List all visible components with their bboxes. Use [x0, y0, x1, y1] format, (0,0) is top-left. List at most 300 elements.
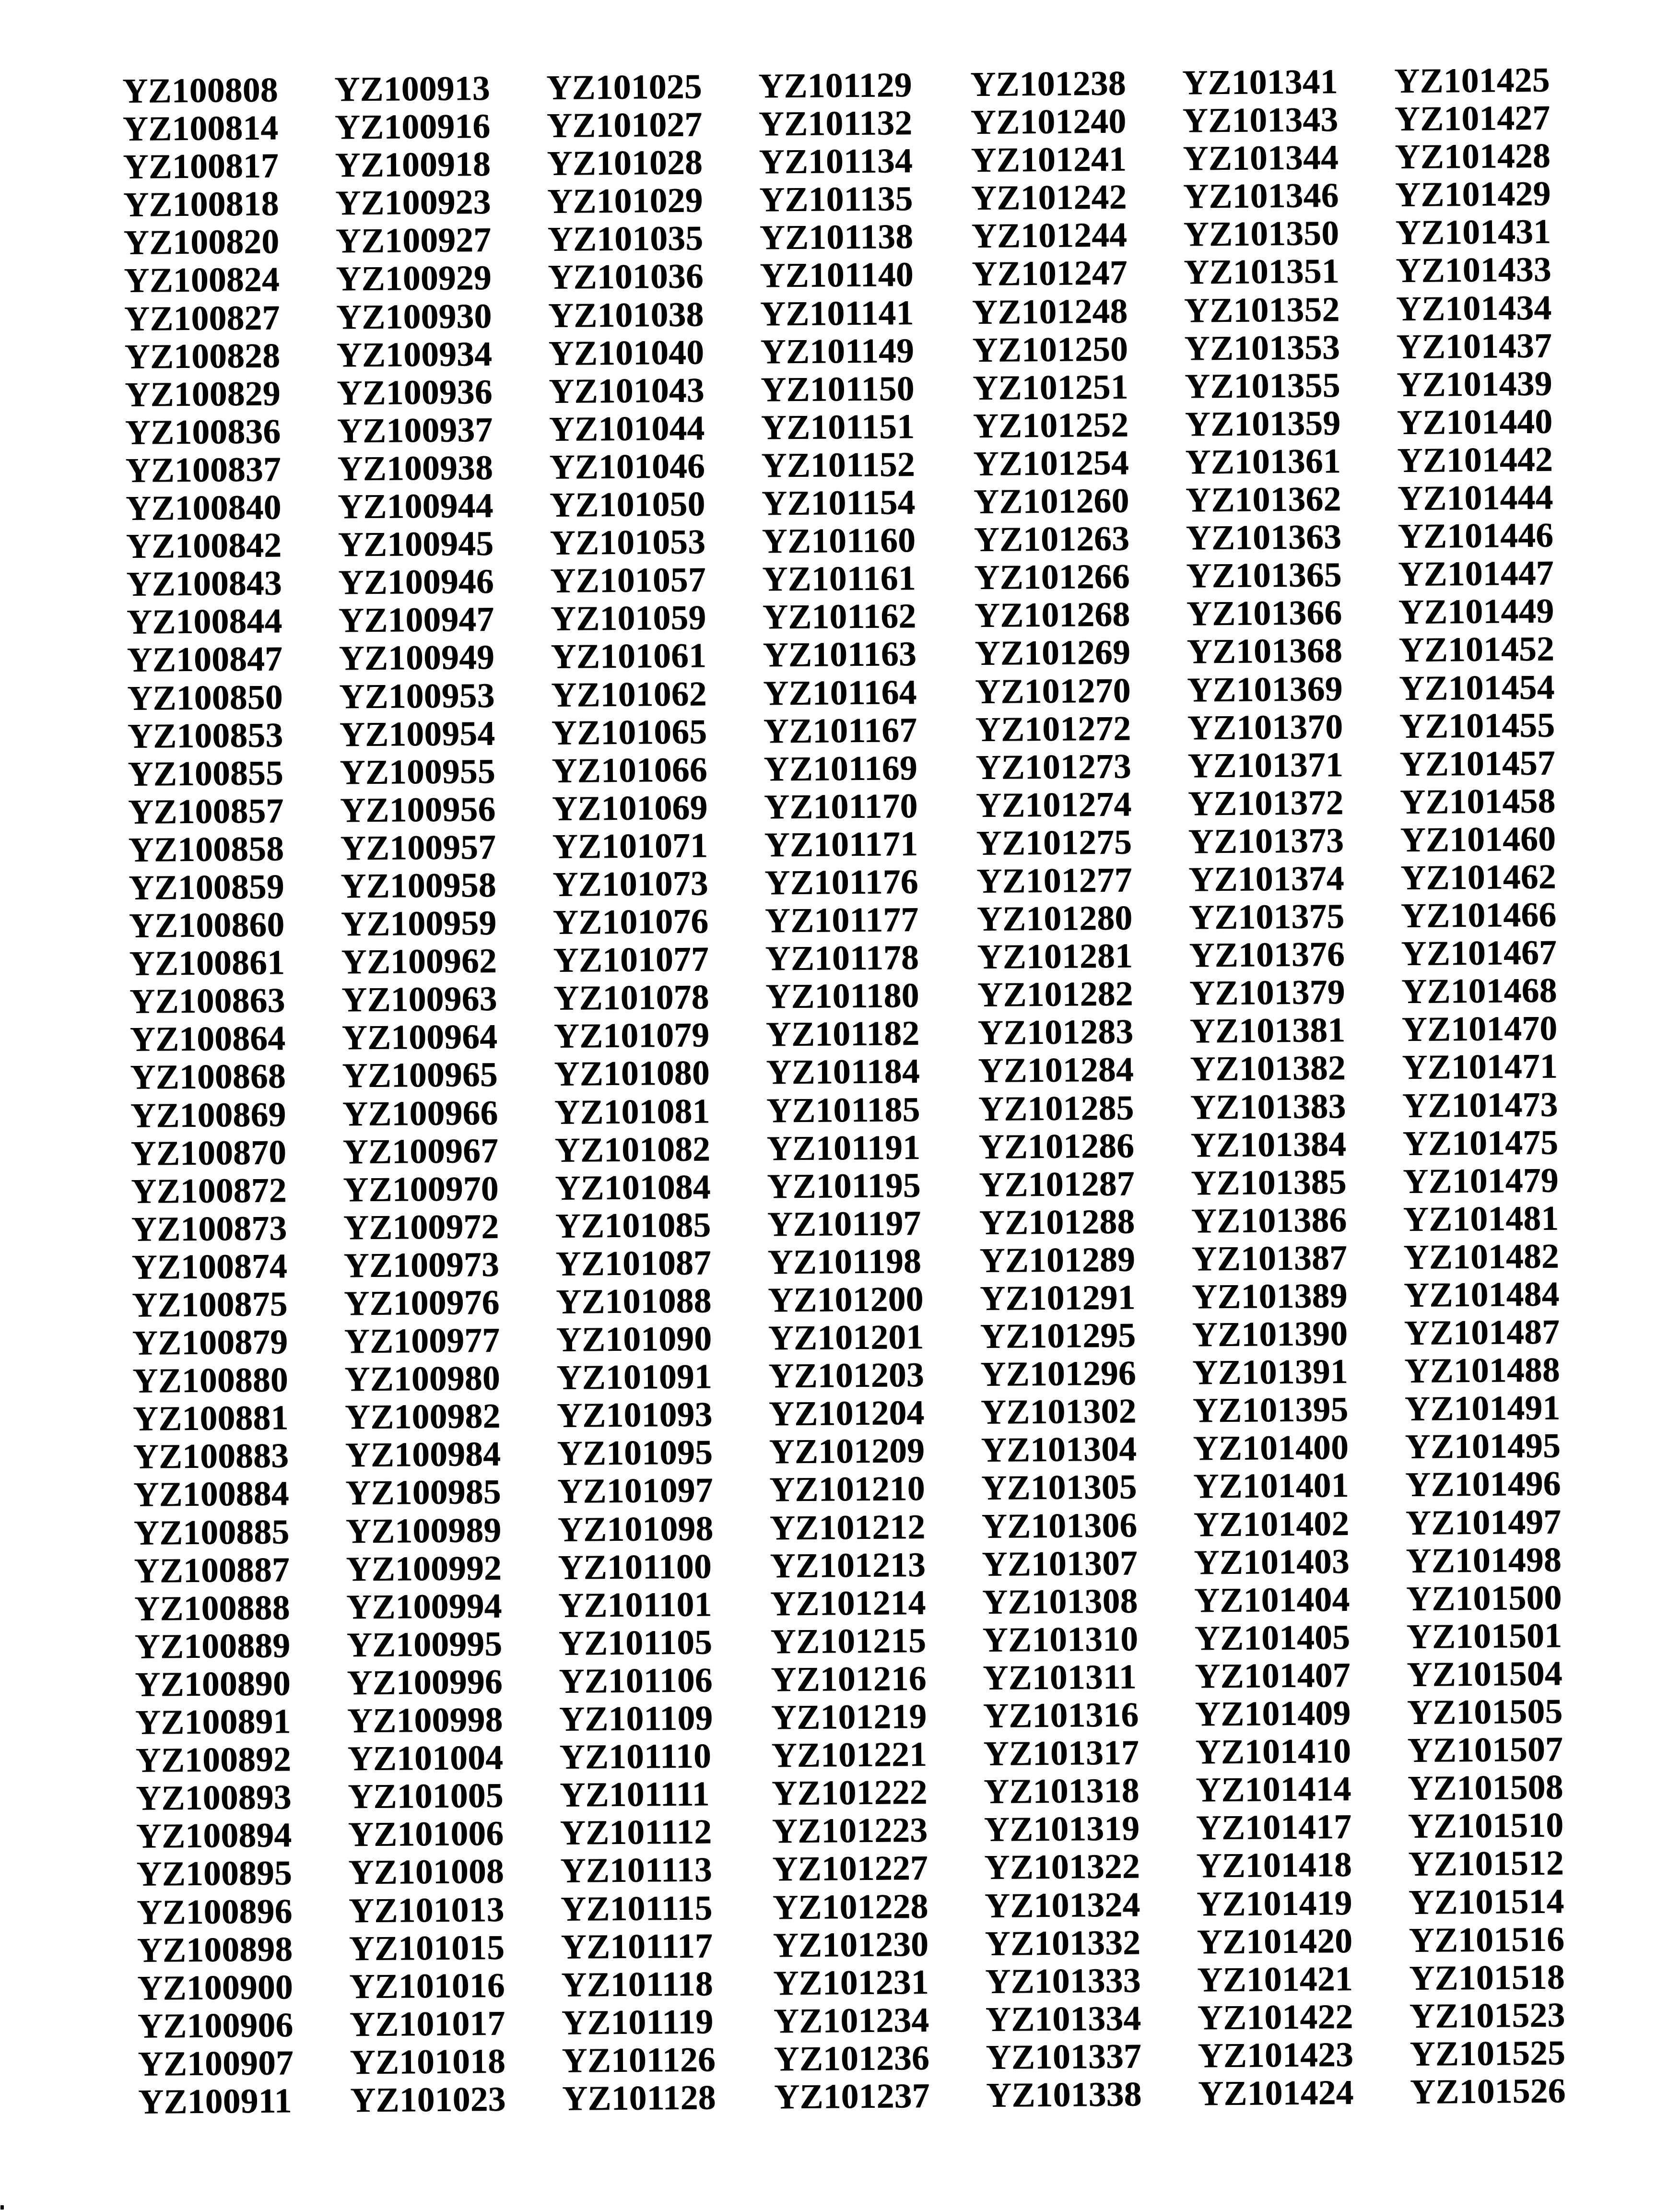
serial-number: YZ101150	[760, 368, 915, 409]
serial-number: YZ101295	[980, 1315, 1136, 1356]
serial-number: YZ101462	[1400, 857, 1557, 898]
serial-number: YZ101240	[970, 101, 1127, 142]
serial-number: YZ100984	[345, 1434, 501, 1475]
serial-number: YZ101508	[1407, 1767, 1563, 1808]
serial-number: YZ100888	[134, 1588, 290, 1628]
serial-number: YZ101084	[554, 1167, 711, 1207]
serial-number: YZ100864	[129, 1018, 286, 1059]
serial-number: YZ101013	[348, 1890, 505, 1930]
serial-number: YZ101087	[555, 1243, 712, 1283]
serial-number: YZ101284	[978, 1050, 1134, 1090]
serial-number: YZ101228	[772, 1886, 928, 1926]
serial-number: YZ101505	[1407, 1691, 1563, 1732]
serial-number: YZ101270	[975, 671, 1131, 711]
serial-number: YZ101420	[1197, 1921, 1353, 1962]
serial-number: YZ101209	[769, 1431, 925, 1471]
serial-number-grid	[122, 60, 1622, 2121]
serial-number: YZ101140	[760, 255, 914, 295]
serial-number: YZ100827	[124, 297, 280, 338]
serial-number: YZ101424	[1198, 2072, 1354, 2113]
serial-number: YZ101082	[554, 1129, 711, 1170]
serial-number: YZ101025	[546, 67, 703, 107]
serial-number: YZ100959	[341, 903, 497, 944]
serial-number: YZ101387	[1191, 1238, 1348, 1278]
serial-number: YZ101093	[556, 1395, 713, 1435]
serial-number: YZ100998	[347, 1700, 503, 1740]
serial-number: YZ101455	[1399, 705, 1555, 745]
serial-number: YZ101266	[974, 556, 1130, 597]
serial-number: YZ101006	[348, 1814, 504, 1854]
serial-number: YZ101382	[1190, 1048, 1346, 1089]
serial-number: YZ100855	[128, 753, 284, 793]
serial-number: YZ101274	[975, 784, 1132, 825]
serial-number: YZ101371	[1187, 745, 1344, 785]
serial-number: YZ101242	[971, 177, 1127, 218]
serial-number: YZ100927	[335, 220, 492, 260]
serial-number: YZ101101	[558, 1584, 712, 1625]
serial-number: YZ100869	[130, 1094, 286, 1135]
serial-number: YZ101510	[1408, 1805, 1564, 1846]
serial-number: YZ101134	[759, 141, 913, 181]
serial-number: YZ101468	[1401, 970, 1557, 1011]
serial-number: YZ100829	[124, 374, 281, 414]
serial-number: YZ101409	[1195, 1693, 1351, 1734]
serial-number: YZ101379	[1189, 972, 1345, 1013]
serial-number: YZ101135	[759, 179, 913, 219]
serial-number: YZ101414	[1195, 1769, 1351, 1809]
serial-number: YZ101008	[348, 1852, 505, 1892]
serial-number: YZ101197	[767, 1203, 921, 1244]
serial-number: YZ100946	[338, 562, 494, 602]
serial-number: YZ101061	[551, 636, 707, 676]
serial-number: YZ101373	[1188, 820, 1344, 861]
serial-number: YZ101375	[1188, 897, 1345, 937]
serial-number: YZ101023	[350, 2079, 506, 2120]
serial-number: YZ101346	[1183, 176, 1339, 216]
serial-number: YZ101310	[982, 1619, 1139, 1659]
serial-number: YZ101112	[560, 1812, 712, 1853]
serial-number: YZ100965	[342, 1055, 498, 1095]
serial-number: YZ101466	[1400, 895, 1557, 935]
serial-number: YZ101017	[349, 2003, 505, 2044]
serial-number: YZ101365	[1186, 555, 1342, 595]
serial-number: YZ101081	[554, 1091, 710, 1132]
serial-number: YZ101176	[764, 862, 919, 902]
serial-number: YZ101318	[983, 1771, 1140, 1811]
serial-number: YZ101495	[1405, 1426, 1561, 1466]
serial-number: YZ101280	[976, 898, 1133, 939]
serial-number: YZ101440	[1397, 402, 1553, 442]
serial-number: YZ101471	[1402, 1046, 1558, 1087]
serial-number: YZ101277	[976, 860, 1133, 901]
serial-number: YZ101361	[1185, 441, 1341, 482]
serial-number: YZ101317	[983, 1733, 1140, 1773]
serial-number: YZ101501	[1406, 1616, 1563, 1656]
serial-number: YZ100859	[129, 867, 285, 907]
serial-number: YZ100883	[133, 1436, 289, 1477]
serial-number: YZ100982	[344, 1396, 501, 1437]
serial-number: YZ101316	[983, 1695, 1139, 1736]
serial-number: YZ101106	[559, 1660, 713, 1701]
serial-number: YZ101470	[1401, 1008, 1558, 1049]
serial-number: YZ101384	[1190, 1124, 1347, 1165]
serial-number: YZ100972	[343, 1206, 499, 1247]
serial-number: YZ101161	[762, 558, 916, 599]
serial-number: YZ100879	[132, 1322, 288, 1363]
serial-number: YZ101288	[979, 1202, 1135, 1242]
serial-number: YZ100962	[341, 941, 497, 981]
serial-number: YZ101442	[1397, 439, 1553, 480]
serial-number: YZ100891	[135, 1702, 291, 1742]
serial-number: YZ100966	[342, 1093, 498, 1133]
serial-number: YZ100957	[340, 827, 496, 868]
serial-number: YZ101287	[978, 1164, 1135, 1204]
serial-number: YZ101324	[984, 1884, 1140, 1925]
serial-number: YZ101467	[1401, 933, 1557, 973]
serial-number: YZ100873	[131, 1208, 287, 1249]
serial-number: YZ101234	[773, 2000, 929, 2041]
serial-number: YZ101128	[562, 2078, 716, 2118]
serial-number: YZ101071	[552, 826, 708, 866]
serial-number: YZ101076	[552, 901, 709, 942]
serial-number: YZ101291	[979, 1277, 1136, 1318]
serial-number: YZ100911	[138, 2081, 292, 2121]
serial-number: YZ101109	[559, 1698, 713, 1738]
serial-number: YZ101015	[349, 1927, 505, 1968]
serial-number: YZ101338	[986, 2074, 1142, 2115]
serial-number: YZ100837	[125, 449, 282, 490]
serial-number: YZ101119	[561, 2002, 714, 2042]
serial-number: YZ101236	[774, 2038, 930, 2079]
serial-number: YZ100887	[134, 1550, 290, 1590]
serial-number: YZ100963	[341, 979, 497, 1019]
serial-number: YZ101404	[1194, 1579, 1350, 1620]
serial-number: YZ101269	[975, 632, 1131, 673]
serial-number: YZ101066	[552, 750, 708, 790]
serial-number: YZ100980	[344, 1359, 501, 1399]
serial-number: YZ101105	[558, 1622, 713, 1663]
serial-number: YZ101319	[984, 1808, 1140, 1849]
serial-number: YZ100938	[337, 448, 493, 488]
serial-number: YZ101491	[1404, 1388, 1561, 1429]
serial-number: YZ101308	[982, 1581, 1138, 1621]
serial-number: YZ101170	[764, 786, 918, 827]
serial-number: YZ101091	[556, 1357, 713, 1397]
serial-number: YZ101149	[760, 331, 915, 371]
serial-number: YZ101449	[1398, 591, 1554, 632]
serial-number: YZ101098	[557, 1508, 714, 1549]
serial-number: YZ101154	[761, 483, 916, 523]
serial-number: YZ101473	[1402, 1085, 1558, 1125]
serial-number: YZ100906	[137, 2005, 294, 2045]
serial-number: YZ101421	[1197, 1959, 1353, 1999]
serial-number: YZ101171	[764, 824, 918, 864]
serial-number: YZ101353	[1184, 327, 1340, 368]
serial-number: YZ101282	[977, 974, 1133, 1015]
serial-number: YZ101200	[767, 1279, 924, 1320]
serial-number: YZ101038	[548, 295, 704, 335]
serial-number: YZ101514	[1408, 1881, 1564, 1922]
serial-number: YZ101359	[1185, 403, 1341, 444]
serial-number: YZ100857	[128, 791, 284, 831]
serial-number: YZ101389	[1191, 1276, 1348, 1316]
serial-number: YZ100892	[135, 1739, 292, 1780]
serial-number: YZ101169	[764, 748, 918, 789]
serial-number: YZ101167	[763, 710, 917, 751]
serial-number: YZ100850	[127, 677, 283, 718]
serial-number: YZ100858	[128, 829, 284, 869]
serial-number: YZ101482	[1403, 1236, 1560, 1276]
serial-number: YZ101252	[973, 405, 1129, 445]
serial-number: YZ100996	[347, 1662, 503, 1702]
serial-number: YZ101004	[347, 1737, 504, 1778]
serial-number: YZ100900	[137, 1967, 294, 2008]
serial-number: YZ101444	[1397, 477, 1553, 518]
serial-number: YZ101410	[1195, 1731, 1351, 1772]
serial-number: YZ101281	[977, 936, 1133, 977]
serial-number: YZ101223	[772, 1810, 928, 1851]
serial-number: YZ101374	[1188, 859, 1345, 899]
serial-number: YZ101484	[1403, 1274, 1560, 1315]
serial-number: YZ101203	[768, 1355, 925, 1395]
serial-number: YZ100970	[342, 1169, 499, 1209]
serial-number: YZ101035	[547, 218, 704, 259]
serial-number: YZ101305	[981, 1467, 1137, 1508]
serial-number: YZ101044	[549, 408, 705, 449]
serial-number: YZ100929	[336, 258, 492, 298]
serial-number: YZ101526	[1410, 2071, 1566, 2112]
serial-number: YZ101057	[550, 560, 706, 601]
serial-number: YZ100947	[338, 600, 494, 640]
serial-number: YZ100934	[336, 334, 493, 375]
serial-number: YZ101227	[772, 1848, 928, 1889]
serial-number: YZ101385	[1190, 1162, 1347, 1203]
serial-number: YZ100890	[135, 1664, 291, 1704]
serial-number: YZ101355	[1184, 365, 1340, 406]
serial-number: YZ101132	[758, 103, 913, 143]
serial-number: YZ101078	[553, 977, 709, 1018]
serial-number: YZ101118	[561, 1964, 714, 2004]
serial-number: YZ100880	[132, 1360, 289, 1401]
serial-number: YZ101097	[557, 1470, 713, 1511]
serial-number: YZ101518	[1409, 1957, 1565, 1997]
serial-number: YZ101110	[559, 1736, 712, 1777]
serial-number: YZ101332	[985, 1923, 1141, 1963]
serial-number: YZ101043	[548, 370, 705, 411]
serial-number: YZ101368	[1187, 631, 1343, 672]
serial-number: YZ101289	[979, 1240, 1136, 1280]
serial-number: YZ101452	[1398, 629, 1555, 670]
serial-number: YZ101079	[553, 1015, 710, 1056]
serial-number: YZ101275	[976, 822, 1132, 863]
serial-number: YZ100875	[131, 1284, 288, 1324]
serial-number: YZ101018	[350, 2041, 506, 2082]
serial-number: YZ101115	[560, 1888, 713, 1928]
serial-number: YZ101350	[1183, 213, 1339, 254]
serial-number: YZ101351	[1184, 251, 1340, 292]
serial-number: YZ101028	[547, 142, 703, 183]
serial-number: YZ101431	[1395, 212, 1551, 252]
serial-number: YZ100955	[340, 751, 496, 792]
serial-number: YZ101504	[1407, 1654, 1563, 1694]
serial-number: YZ101113	[560, 1850, 713, 1891]
serial-number: YZ101141	[760, 293, 914, 333]
serial-number: YZ101178	[765, 938, 919, 978]
serial-number: YZ101422	[1197, 1997, 1353, 2037]
serial-number: YZ101306	[981, 1505, 1138, 1546]
serial-number: YZ100884	[133, 1474, 290, 1514]
serial-number: YZ100885	[133, 1512, 290, 1552]
serial-number: YZ101322	[984, 1846, 1140, 1887]
serial-number: YZ101369	[1187, 669, 1343, 709]
serial-number: YZ101214	[770, 1583, 926, 1623]
serial-number: YZ101488	[1404, 1350, 1561, 1391]
serial-number: YZ101417	[1196, 1807, 1352, 1847]
serial-number: YZ101237	[774, 2076, 930, 2116]
serial-number: YZ101195	[766, 1165, 921, 1206]
serial-number: YZ101272	[975, 709, 1131, 749]
serial-number: YZ100967	[342, 1131, 499, 1171]
serial-number: YZ100930	[336, 296, 492, 337]
serial-number: YZ101201	[768, 1317, 924, 1358]
serial-number: YZ101372	[1187, 782, 1344, 823]
serial-number: YZ101460	[1400, 819, 1556, 859]
serial-number: YZ101111	[559, 1774, 710, 1815]
serial-number: YZ101191	[766, 1127, 921, 1168]
serial-number: YZ101138	[759, 217, 914, 257]
serial-number: YZ101401	[1193, 1465, 1349, 1506]
serial-number: YZ101366	[1186, 593, 1342, 633]
serial-number: YZ101516	[1409, 1919, 1565, 1960]
serial-number: YZ101523	[1409, 1995, 1565, 2035]
serial-number: YZ101162	[762, 596, 916, 637]
serial-number: YZ101500	[1406, 1578, 1562, 1618]
serial-number: YZ101296	[980, 1353, 1137, 1394]
serial-number: YZ101362	[1185, 479, 1341, 520]
serial-number: YZ100896	[136, 1891, 293, 1932]
serial-number: YZ100977	[344, 1320, 500, 1361]
serial-number: YZ101062	[551, 674, 707, 714]
serial-number: YZ100918	[335, 144, 491, 185]
serial-number: YZ101182	[765, 1014, 920, 1054]
serial-number: YZ100868	[130, 1056, 286, 1097]
serial-number: YZ100889	[134, 1626, 291, 1666]
serial-number: YZ100828	[124, 336, 281, 376]
serial-number: YZ100995	[346, 1624, 503, 1665]
serial-number: YZ101428	[1395, 136, 1551, 177]
serial-number: YZ101307	[982, 1543, 1138, 1584]
serial-number: YZ101198	[767, 1241, 922, 1282]
serial-number: YZ101268	[974, 594, 1130, 635]
serial-number: YZ101304	[981, 1429, 1137, 1470]
serial-number: YZ100808	[122, 70, 279, 110]
serial-number: YZ101250	[972, 329, 1128, 369]
serial-number: YZ101273	[975, 746, 1132, 787]
serial-number: YZ101016	[349, 1965, 505, 2006]
serial-number: YZ101333	[985, 1961, 1141, 2001]
serial-number: YZ100949	[339, 638, 495, 678]
serial-number: YZ100913	[334, 68, 491, 109]
serial-number: YZ100818	[123, 184, 279, 225]
serial-number: YZ100923	[335, 182, 491, 223]
serial-number: YZ100842	[126, 525, 282, 566]
serial-number: YZ101219	[771, 1696, 927, 1737]
serial-number: YZ101244	[971, 215, 1128, 256]
serial-number: YZ101164	[763, 672, 917, 713]
serial-number: YZ101457	[1399, 743, 1556, 783]
serial-number: YZ101447	[1398, 553, 1554, 594]
serial-number: YZ100860	[129, 905, 285, 945]
serial-number: YZ100985	[345, 1472, 502, 1513]
serial-number: YZ100843	[126, 563, 282, 604]
serial-number: YZ100872	[131, 1170, 287, 1211]
serial-number: YZ101429	[1395, 174, 1551, 214]
serial-number: YZ101400	[1193, 1428, 1349, 1468]
serial-number: YZ101040	[548, 332, 705, 373]
serial-number: YZ101311	[983, 1657, 1137, 1697]
serial-number: YZ100898	[137, 1929, 293, 1970]
serial-number: YZ101383	[1190, 1086, 1346, 1127]
serial-number: YZ101160	[762, 520, 916, 561]
serial-number: YZ101213	[770, 1545, 926, 1585]
serial-number: YZ101497	[1405, 1502, 1562, 1542]
serial-number: YZ101050	[549, 484, 705, 525]
serial-number: YZ101005	[347, 1776, 504, 1816]
serial-number: YZ101395	[1192, 1390, 1349, 1430]
serial-number: YZ101446	[1398, 515, 1554, 556]
serial-number: YZ100907	[138, 2043, 294, 2083]
serial-number: YZ101238	[970, 63, 1126, 104]
serial-number: YZ101152	[761, 444, 916, 485]
serial-number: YZ100814	[122, 108, 279, 149]
serial-number: YZ100844	[126, 601, 282, 642]
serial-number: YZ101487	[1404, 1312, 1560, 1353]
serial-number: YZ100976	[343, 1282, 500, 1323]
serial-number: YZ101248	[972, 291, 1128, 331]
serial-number: YZ101080	[554, 1053, 710, 1094]
serial-number: YZ101036	[548, 256, 704, 297]
serial-number: YZ101439	[1396, 364, 1552, 404]
serial-number: YZ101512	[1408, 1843, 1564, 1884]
serial-number: YZ101390	[1192, 1314, 1348, 1354]
serial-number: YZ101065	[551, 712, 707, 752]
serial-number: YZ101254	[973, 443, 1129, 484]
serial-number: YZ101231	[773, 1962, 929, 2003]
serial-number: YZ100937	[337, 410, 493, 450]
serial-number: YZ101341	[1182, 62, 1338, 102]
serial-number: YZ101059	[550, 598, 706, 638]
scan-speck-bottom-left	[0, 2205, 4, 2210]
serial-number: YZ101177	[764, 900, 919, 940]
serial-number: YZ101204	[768, 1393, 925, 1433]
serial-number: YZ100956	[340, 789, 496, 830]
serial-number: YZ101180	[765, 976, 919, 1016]
serial-number: YZ100989	[345, 1510, 502, 1550]
serial-number: YZ100953	[339, 675, 495, 716]
serial-number: YZ101090	[556, 1319, 712, 1359]
serial-number: YZ101427	[1394, 98, 1551, 139]
serial-number: YZ101185	[766, 1089, 920, 1130]
serial-number: YZ101222	[771, 1773, 928, 1813]
serial-number: YZ100863	[129, 981, 285, 1021]
serial-number: YZ101100	[558, 1547, 712, 1587]
serial-number: YZ101402	[1193, 1503, 1350, 1544]
serial-number: YZ101481	[1403, 1198, 1559, 1239]
serial-number: YZ100847	[127, 639, 283, 680]
serial-number: YZ100861	[129, 943, 285, 983]
serial-number: YZ101230	[773, 1924, 929, 1965]
serial-number: YZ100945	[338, 524, 494, 564]
